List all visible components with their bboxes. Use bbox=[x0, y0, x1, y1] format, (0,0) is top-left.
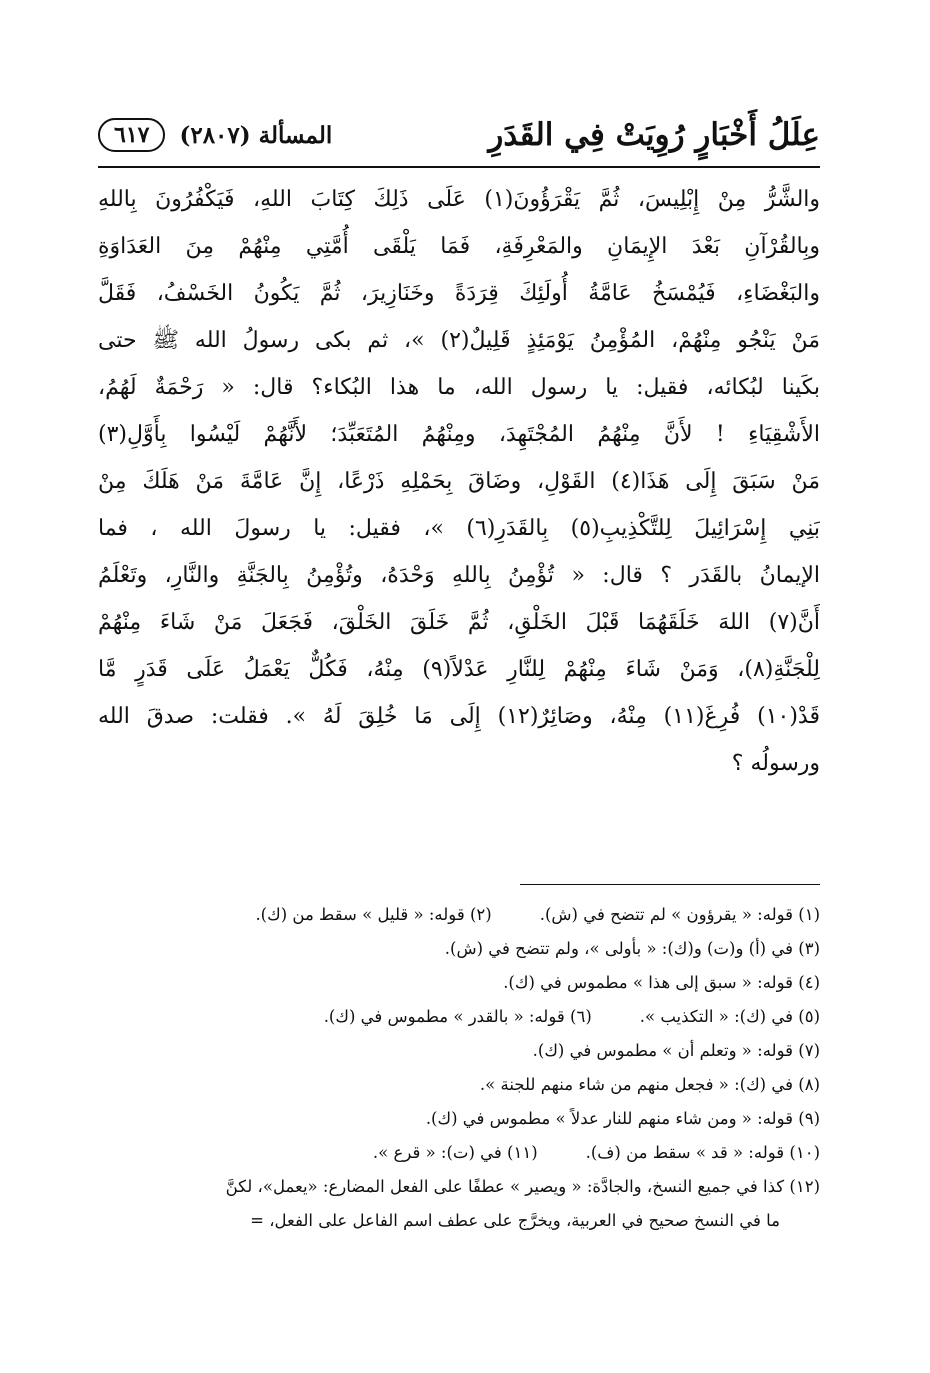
footnote-line bbox=[98, 898, 820, 932]
footnote-text: (١١) في (ت): « قرع ». bbox=[372, 1143, 538, 1162]
footnote-text: (٥) في (ك): « التكذيب ». bbox=[639, 1007, 820, 1026]
footnote-line bbox=[98, 1136, 820, 1170]
footnote-line bbox=[98, 1068, 820, 1102]
footnote-text: (٨) في (ك): « فجعل منهم من شاء منهم للجنة ». bbox=[479, 1075, 820, 1094]
page-number-badge: ٦١٧ bbox=[98, 118, 165, 152]
page-header bbox=[98, 108, 820, 162]
text-line: والشَّرُّ مِنْ إِبْلِيسَ، ثُمَّ يَقْرَؤُونَ(١) عَلَى ذَلِكَ كِتَابَ اللهِ، فَيَكْفُرُونَ بِاللهِ bbox=[98, 187, 820, 212]
text-line: وبِالقُرْآنِ بَعْدَ الإِيمَانِ والمَعْرِفَةِ، فَمَا يَلْقَى أُمَّتِي مِنْهُمْ مِنَ العَدَاوَةِ bbox=[98, 234, 820, 259]
footnote-line bbox=[98, 932, 820, 966]
footnote-text: (٢) قوله: « قليل » سقط من (ك). bbox=[255, 905, 492, 924]
footnote-line bbox=[98, 1204, 820, 1238]
footnote-text: (١٢) كذا في جميع النسخ، والجادَّة: « ويصير » عطفًا على الفعل المضارع: «يعمل»، لكنَّ bbox=[225, 1177, 820, 1196]
footnotes bbox=[98, 898, 820, 1238]
main-text bbox=[98, 176, 820, 787]
text-line: بكَينا لبُكائه، فقيل: يا رسول الله، ما هذا البُكاء؟ قال: « رَحْمَةٌ لَهُمُ، bbox=[98, 375, 820, 400]
footnote-text: (٤) قوله: « سبق إلى هذا » مطموس في (ك). bbox=[503, 973, 820, 992]
text-line: لِلْجَنَّةِ(٨)، وَمَنْ شَاءَ مِنْهُمْ لِلنَّارِ عَدْلاً(٩) مِنْهُ، فَكُلٌّ يَعْمَلُ عَلَى قَدَرٍ مَّا bbox=[98, 657, 820, 682]
text-line: قَدْ(١٠) فُرِغَ(١١) مِنْهُ، وصَائِرٌ(١٢) إِلَى مَا خُلِقَ لَهُ ». فقلت: صدقَ الله bbox=[98, 704, 820, 729]
footnote-divider bbox=[520, 884, 820, 885]
text-line: مَنْ يَنْجُو مِنْهُمْ، المُؤْمِنُ يَوْمَئِذٍ قَلِيلٌ(٢) »، ثم بكى رسولُ الله ﷺ حتى bbox=[98, 328, 820, 353]
footnote-text: (٧) قوله: « وتعلم أن » مطموس في (ك). bbox=[532, 1041, 820, 1060]
text-line: والبَغْضَاءِ، فَيُمْسَخُ عَامَّةُ أُولَئِكَ قِرَدَةً وخَنَازِيرَ، ثُمَّ يَكُونُ الخَسْفُ، فَقَلَّ bbox=[98, 281, 820, 306]
text-line: أَنَّ(٧) اللهَ خَلَقَهُمَا قَبْلَ الخَلْقِ، ثُمَّ خَلَقَ الخَلْقَ، فَجَعَلَ مَنْ شَاءَ مِنْهُمْ bbox=[98, 610, 820, 635]
header-divider bbox=[98, 166, 820, 168]
footnote-text: (١) قوله: « يقرؤون » لم تتضح في (ش). bbox=[539, 905, 820, 924]
footnote-line bbox=[98, 1170, 820, 1204]
text-line: ورسولُه ؟ bbox=[731, 751, 820, 776]
footnote-line bbox=[98, 1102, 820, 1136]
text-line: الإيمانُ بالقَدَر ؟ قال: « تُؤْمِنُ بِاللهِ وَحْدَهُ، وتُؤْمِنُ بِالجَنَّةِ والنَّارِ، وتَعْلَمُ bbox=[98, 563, 820, 588]
footnote-text: (٦) قوله: « بالقدر » مطموس في (ك). bbox=[323, 1007, 592, 1026]
footnote-text: (٣) في (أ) و(ت) و(ك): « بأولى »، ولم تتضح في (ش). bbox=[444, 939, 820, 958]
footnote-text: (١٠) قوله: « قد » سقط من (ف). bbox=[585, 1143, 820, 1162]
header-meta bbox=[98, 118, 332, 152]
text-line: بَنِي إِسْرَائِيلَ لِلتَّكْذِيبِ(٥) بِالقَدَرِ(٦) »، فقيل: يا رسولَ الله ، فما bbox=[98, 516, 820, 541]
footnote-text: (٩) قوله: « ومن شاء منهم للنار عدلاً » مطموس في (ك). bbox=[425, 1109, 820, 1128]
footnote-line bbox=[98, 1000, 820, 1034]
book-title: عِلَلُ أَخْبَارٍ رُوِيَتْ فِي القَدَرِ bbox=[488, 117, 820, 153]
text-line: مَنْ سَبَقَ إِلَى هَذَا(٤) القَوْلِ، وضَاقَ بِحَمْلِهِ ذَرْعًا، إِنَّ عَامَّةَ مَنْ هَلَكَ مِنْ bbox=[98, 469, 820, 494]
footnote-line bbox=[98, 966, 820, 1000]
footnote-line bbox=[98, 1034, 820, 1068]
footnote-text: ما في النسخ صحيح في العربية، ويخرَّج على عطف اسم الفاعل على الفعل، = bbox=[250, 1211, 780, 1230]
text-line: الأَشْقِيَاءِ ! لأَنَّ مِنْهُمُ المُجْتَهِدَ، ومِنْهُمُ المُتَعَبِّدَ؛ لأَنَّهُمْ لَيْسُوا بِأَوَّلِ(٣) bbox=[98, 422, 820, 447]
masala-number: المسألة (٢٨٠٧) bbox=[179, 121, 333, 149]
